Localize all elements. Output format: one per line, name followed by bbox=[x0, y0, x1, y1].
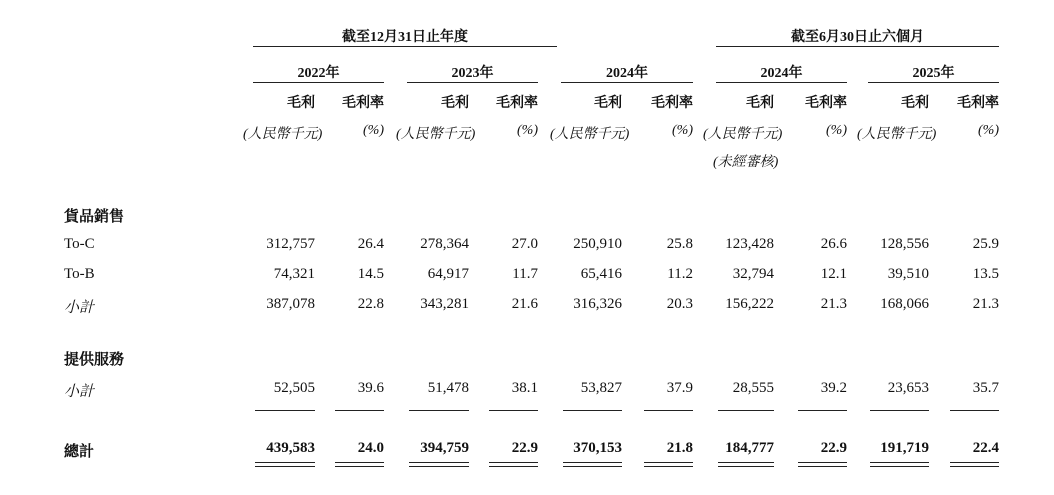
cell-margin: 38.1 bbox=[511, 380, 538, 396]
total-double-rule bbox=[870, 466, 929, 467]
cell-gross-profit: 312,757 bbox=[266, 236, 315, 252]
cell-gross-profit: 65,416 bbox=[580, 266, 622, 282]
cell-margin: 26.4 bbox=[357, 236, 384, 252]
cell-margin: 22.8 bbox=[357, 296, 384, 312]
row-label-total: 總計 bbox=[64, 444, 95, 460]
cell-margin: 11.2 bbox=[667, 266, 693, 282]
subtotal-rule bbox=[563, 410, 622, 411]
cell-margin: 22.9 bbox=[511, 440, 538, 456]
cell-gross-profit: 394,759 bbox=[420, 440, 469, 456]
cell-gross-profit: 316,326 bbox=[573, 296, 622, 312]
total-double-rule bbox=[255, 466, 315, 467]
unit-rmb: (人民幣千元) bbox=[857, 127, 937, 142]
cell-margin: 25.9 bbox=[972, 236, 999, 252]
year-rule bbox=[868, 82, 999, 83]
cell-margin: 14.5 bbox=[357, 266, 384, 282]
cell-gross-profit: 156,222 bbox=[725, 296, 774, 312]
unit-percent: (%) bbox=[517, 123, 538, 138]
total-double-rule bbox=[950, 462, 999, 463]
year-rule bbox=[716, 82, 847, 83]
cell-margin: 35.7 bbox=[972, 380, 999, 396]
year-rule bbox=[561, 82, 693, 83]
unit-percent: (%) bbox=[363, 123, 384, 138]
cell-gross-profit: 28,555 bbox=[732, 380, 774, 396]
cell-gross-profit: 191,719 bbox=[880, 440, 929, 456]
year-header: 2023年 bbox=[451, 66, 494, 81]
cell-gross-profit: 278,364 bbox=[420, 236, 469, 252]
year-rule bbox=[253, 82, 384, 83]
col-header-margin: 毛利率 bbox=[805, 96, 847, 111]
cell-margin: 20.3 bbox=[666, 296, 693, 312]
cell-gross-profit: 53,827 bbox=[580, 380, 622, 396]
year-rule bbox=[407, 82, 538, 83]
total-double-rule bbox=[335, 466, 384, 467]
cell-gross-profit: 39,510 bbox=[887, 266, 929, 282]
unit-rmb: (人民幣千元) bbox=[396, 127, 476, 142]
subtotal-rule bbox=[644, 410, 693, 411]
cell-gross-profit: 387,078 bbox=[266, 296, 315, 312]
cell-margin: 39.6 bbox=[357, 380, 384, 396]
cell-margin: 22.9 bbox=[820, 440, 847, 456]
unit-percent: (%) bbox=[826, 123, 847, 138]
cell-margin: 39.2 bbox=[820, 380, 847, 396]
cell-margin: 21.3 bbox=[972, 296, 999, 312]
total-double-rule bbox=[409, 462, 469, 463]
cell-margin: 13.5 bbox=[972, 266, 999, 282]
cell-margin: 37.9 bbox=[666, 380, 693, 396]
col-header-gross-profit: 毛利 bbox=[746, 96, 774, 111]
group-header-interim: 截至6月30日止六個月 bbox=[791, 30, 924, 45]
cell-gross-profit: 250,910 bbox=[573, 236, 622, 252]
total-double-rule bbox=[870, 462, 929, 463]
unit-rmb: (人民幣千元) bbox=[243, 127, 323, 142]
cell-gross-profit: 370,153 bbox=[573, 440, 622, 456]
total-double-rule bbox=[563, 466, 622, 467]
cell-gross-profit: 64,917 bbox=[427, 266, 469, 282]
cell-gross-profit: 51,478 bbox=[427, 380, 469, 396]
cell-margin: 22.4 bbox=[972, 440, 999, 456]
total-double-rule bbox=[644, 466, 693, 467]
subtotal-rule bbox=[409, 410, 469, 411]
col-header-margin: 毛利率 bbox=[957, 96, 999, 111]
cell-gross-profit: 123,428 bbox=[725, 236, 774, 252]
total-double-rule bbox=[563, 462, 622, 463]
year-header: 2024年 bbox=[760, 66, 803, 81]
row-label-subtotal: 小計 bbox=[64, 300, 95, 316]
cell-gross-profit: 32,794 bbox=[732, 266, 774, 282]
cell-gross-profit: 23,653 bbox=[887, 380, 929, 396]
row-label-subtotal: 小計 bbox=[64, 384, 95, 400]
group-rule-annual bbox=[253, 46, 557, 47]
total-double-rule bbox=[798, 462, 847, 463]
col-header-margin: 毛利率 bbox=[651, 96, 693, 111]
cell-gross-profit: 128,556 bbox=[880, 236, 929, 252]
cell-margin: 11.7 bbox=[512, 266, 538, 282]
cell-gross-profit: 439,583 bbox=[266, 440, 315, 456]
subtotal-rule bbox=[870, 410, 929, 411]
total-double-rule bbox=[335, 462, 384, 463]
cell-gross-profit: 168,066 bbox=[880, 296, 929, 312]
col-header-gross-profit: 毛利 bbox=[901, 96, 929, 111]
group-header-annual: 截至12月31日止年度 bbox=[342, 30, 468, 45]
cell-margin: 12.1 bbox=[820, 266, 847, 282]
subtotal-rule bbox=[489, 410, 538, 411]
subtotal-rule bbox=[950, 410, 999, 411]
total-double-rule bbox=[489, 462, 538, 463]
cell-gross-profit: 184,777 bbox=[725, 440, 774, 456]
unit-unaudited: (未經審核) bbox=[713, 155, 779, 170]
cell-margin: 21.6 bbox=[511, 296, 538, 312]
cell-margin: 25.8 bbox=[666, 236, 693, 252]
year-header: 2024年 bbox=[606, 66, 648, 81]
cell-margin: 21.8 bbox=[666, 440, 693, 456]
subtotal-rule bbox=[718, 410, 774, 411]
row-label: To-B bbox=[64, 266, 95, 282]
cell-margin: 21.3 bbox=[820, 296, 847, 312]
unit-rmb: (人民幣千元) bbox=[550, 127, 630, 142]
cell-gross-profit: 343,281 bbox=[420, 296, 469, 312]
total-double-rule bbox=[798, 466, 847, 467]
total-double-rule bbox=[255, 462, 315, 463]
col-header-margin: 毛利率 bbox=[342, 96, 384, 111]
total-double-rule bbox=[718, 462, 774, 463]
unit-rmb: (人民幣千元) bbox=[703, 127, 783, 142]
total-double-rule bbox=[489, 466, 538, 467]
cell-margin: 27.0 bbox=[511, 236, 538, 252]
cell-margin: 24.0 bbox=[357, 440, 384, 456]
total-double-rule bbox=[644, 462, 693, 463]
col-header-gross-profit: 毛利 bbox=[441, 96, 469, 111]
col-header-gross-profit: 毛利 bbox=[287, 96, 315, 111]
subtotal-rule bbox=[335, 410, 384, 411]
unit-percent: (%) bbox=[978, 123, 999, 138]
section-services: 提供服務 bbox=[64, 352, 125, 368]
cell-margin: 26.6 bbox=[820, 236, 847, 252]
total-double-rule bbox=[718, 466, 774, 467]
col-header-margin: 毛利率 bbox=[496, 96, 538, 111]
total-double-rule bbox=[950, 466, 999, 467]
group-rule-interim bbox=[716, 46, 999, 47]
row-label: To-C bbox=[64, 236, 95, 252]
col-header-gross-profit: 毛利 bbox=[594, 96, 622, 111]
cell-gross-profit: 74,321 bbox=[273, 266, 315, 282]
cell-gross-profit: 52,505 bbox=[273, 380, 315, 396]
year-header: 2025年 bbox=[912, 66, 955, 81]
subtotal-rule bbox=[255, 410, 315, 411]
unit-percent: (%) bbox=[672, 123, 693, 138]
section-goods-sales: 貨品銷售 bbox=[64, 209, 125, 225]
total-double-rule bbox=[409, 466, 469, 467]
subtotal-rule bbox=[798, 410, 847, 411]
year-header: 2022年 bbox=[297, 66, 340, 81]
